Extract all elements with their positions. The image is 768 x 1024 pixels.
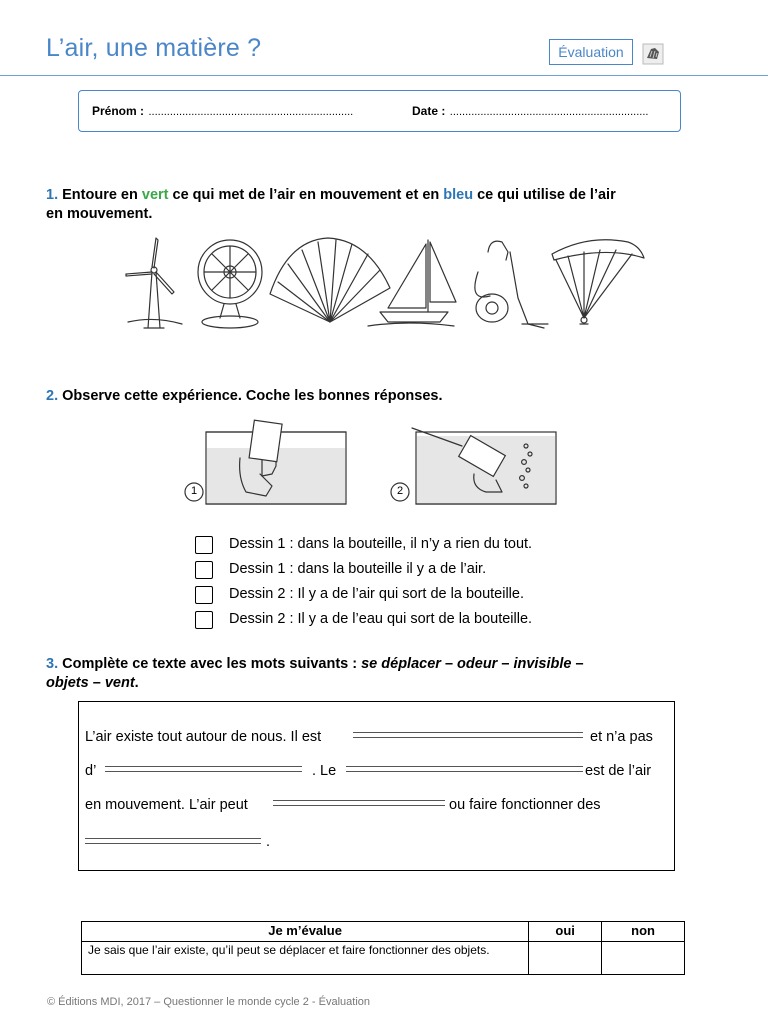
fill-line-1-start: L’air existe tout autour de nous. Il est [85,729,322,745]
experiment-drawings [176,418,576,514]
word-green: vert [141,187,169,203]
fill-line-2-start: d’ [85,763,97,779]
option-4-label: Dessin 2 : Il y a de l’eau qui sort de la bouteille. [229,611,533,627]
q1-images [118,232,658,334]
word-blue: bleu [443,187,474,203]
option-2-label: Dessin 1 : dans la bouteille il y a de l’air. [229,561,487,577]
question-3-end: . [134,675,139,691]
fill-line-2-mid: . Le [312,763,337,779]
fill-line-1-end: et n’a pas [590,729,653,745]
option-1-checkbox[interactable] [195,536,213,554]
self-evaluation-table [81,921,685,975]
fan-icon[interactable] [198,240,262,328]
option-4-checkbox[interactable] [195,611,213,629]
wind-turbine-icon[interactable] [126,238,182,328]
word-objets: objets [46,675,89,691]
paraglider-icon[interactable] [552,240,644,324]
fill-line-4-end: . [266,834,271,850]
question-3 [46,655,722,693]
option-3-checkbox[interactable] [195,586,213,604]
word-separator: – [497,656,514,672]
question-3-text: Complète ce texte avec les mots suivants : [58,656,362,672]
page-title: L’air, une matière ? [46,34,262,62]
vacuum-cleaner-icon[interactable] [475,241,548,328]
date-label: Date : [412,104,446,118]
word-invisible: invisible [513,656,572,672]
option-2-checkbox[interactable] [195,561,213,579]
question-1 [46,186,726,224]
date-field[interactable] [412,102,648,120]
word-separator: – [440,656,458,672]
blank-1[interactable] [353,732,583,738]
column-header-no: non [602,922,685,942]
question-2 [46,387,726,406]
question-3-number: 3. [46,656,59,672]
date-dots: ................................................................. [449,106,649,118]
sailboat-icon[interactable] [368,240,456,326]
footer-copyright: © Éditions MDI, 2017 – Questionner le monde cycle 2 - Évaluation [47,996,370,1008]
word-separator: – [571,656,584,672]
basin-drawing-1 [185,420,346,504]
question-2-number: 2. [46,388,59,404]
fill-in-box [78,701,675,871]
blank-2[interactable] [105,766,302,772]
fill-line-3-start: en mouvement. L’air peut [85,797,248,813]
option-3-label: Dessin 2 : Il y a de l’air qui sort de la bouteille. [229,586,524,602]
first-name-label: Prénom : [92,104,145,118]
word-odeur: odeur [457,656,498,672]
basin-drawing-2 [391,428,556,504]
shell-icon [642,43,664,65]
word-vent: vent [104,675,135,691]
column-header-yes: oui [529,922,602,942]
question-1-text: ce qui met de l’air en mouvement et en [168,187,444,203]
first-name-field[interactable] [92,102,353,120]
hand-fan-icon[interactable] [270,238,390,322]
no-cell[interactable] [602,942,685,975]
option-1-label: Dessin 1 : dans la bouteille, il n’y a rien du tout. [229,536,533,552]
word-separator: – [88,675,105,691]
question-1-text: en mouvement. [46,206,153,222]
table-row [82,942,685,975]
question-1-text: Entoure en [58,187,142,203]
drawing-label-1: 1 [190,485,198,497]
question-1-number: 1. [46,187,59,203]
question-2-text: Observe cette expérience. Coche les bonnes réponses. [58,388,443,404]
blank-5[interactable] [85,838,261,844]
first-name-dots: ................................................................... [148,106,354,118]
question-1-text: ce qui utilise de l’air [473,187,616,203]
header-divider [0,75,768,76]
fill-line-2-end: est de l’air [585,763,652,779]
drawing-label-2: 2 [396,485,404,497]
yes-cell[interactable] [529,942,602,975]
blank-3[interactable] [346,766,583,772]
column-header-main: Je m’évalue [82,922,529,942]
fill-line-3-end: ou faire fonctionner des [449,797,601,813]
blank-4[interactable] [273,800,445,806]
word-se-deplacer: se déplacer [361,656,441,672]
table-header-row [82,922,685,942]
evaluation-badge: Évaluation [549,39,633,65]
criterion-cell: Je sais que l’air existe, qu’il peut se déplacer et faire fonctionner des objets. [82,942,529,975]
